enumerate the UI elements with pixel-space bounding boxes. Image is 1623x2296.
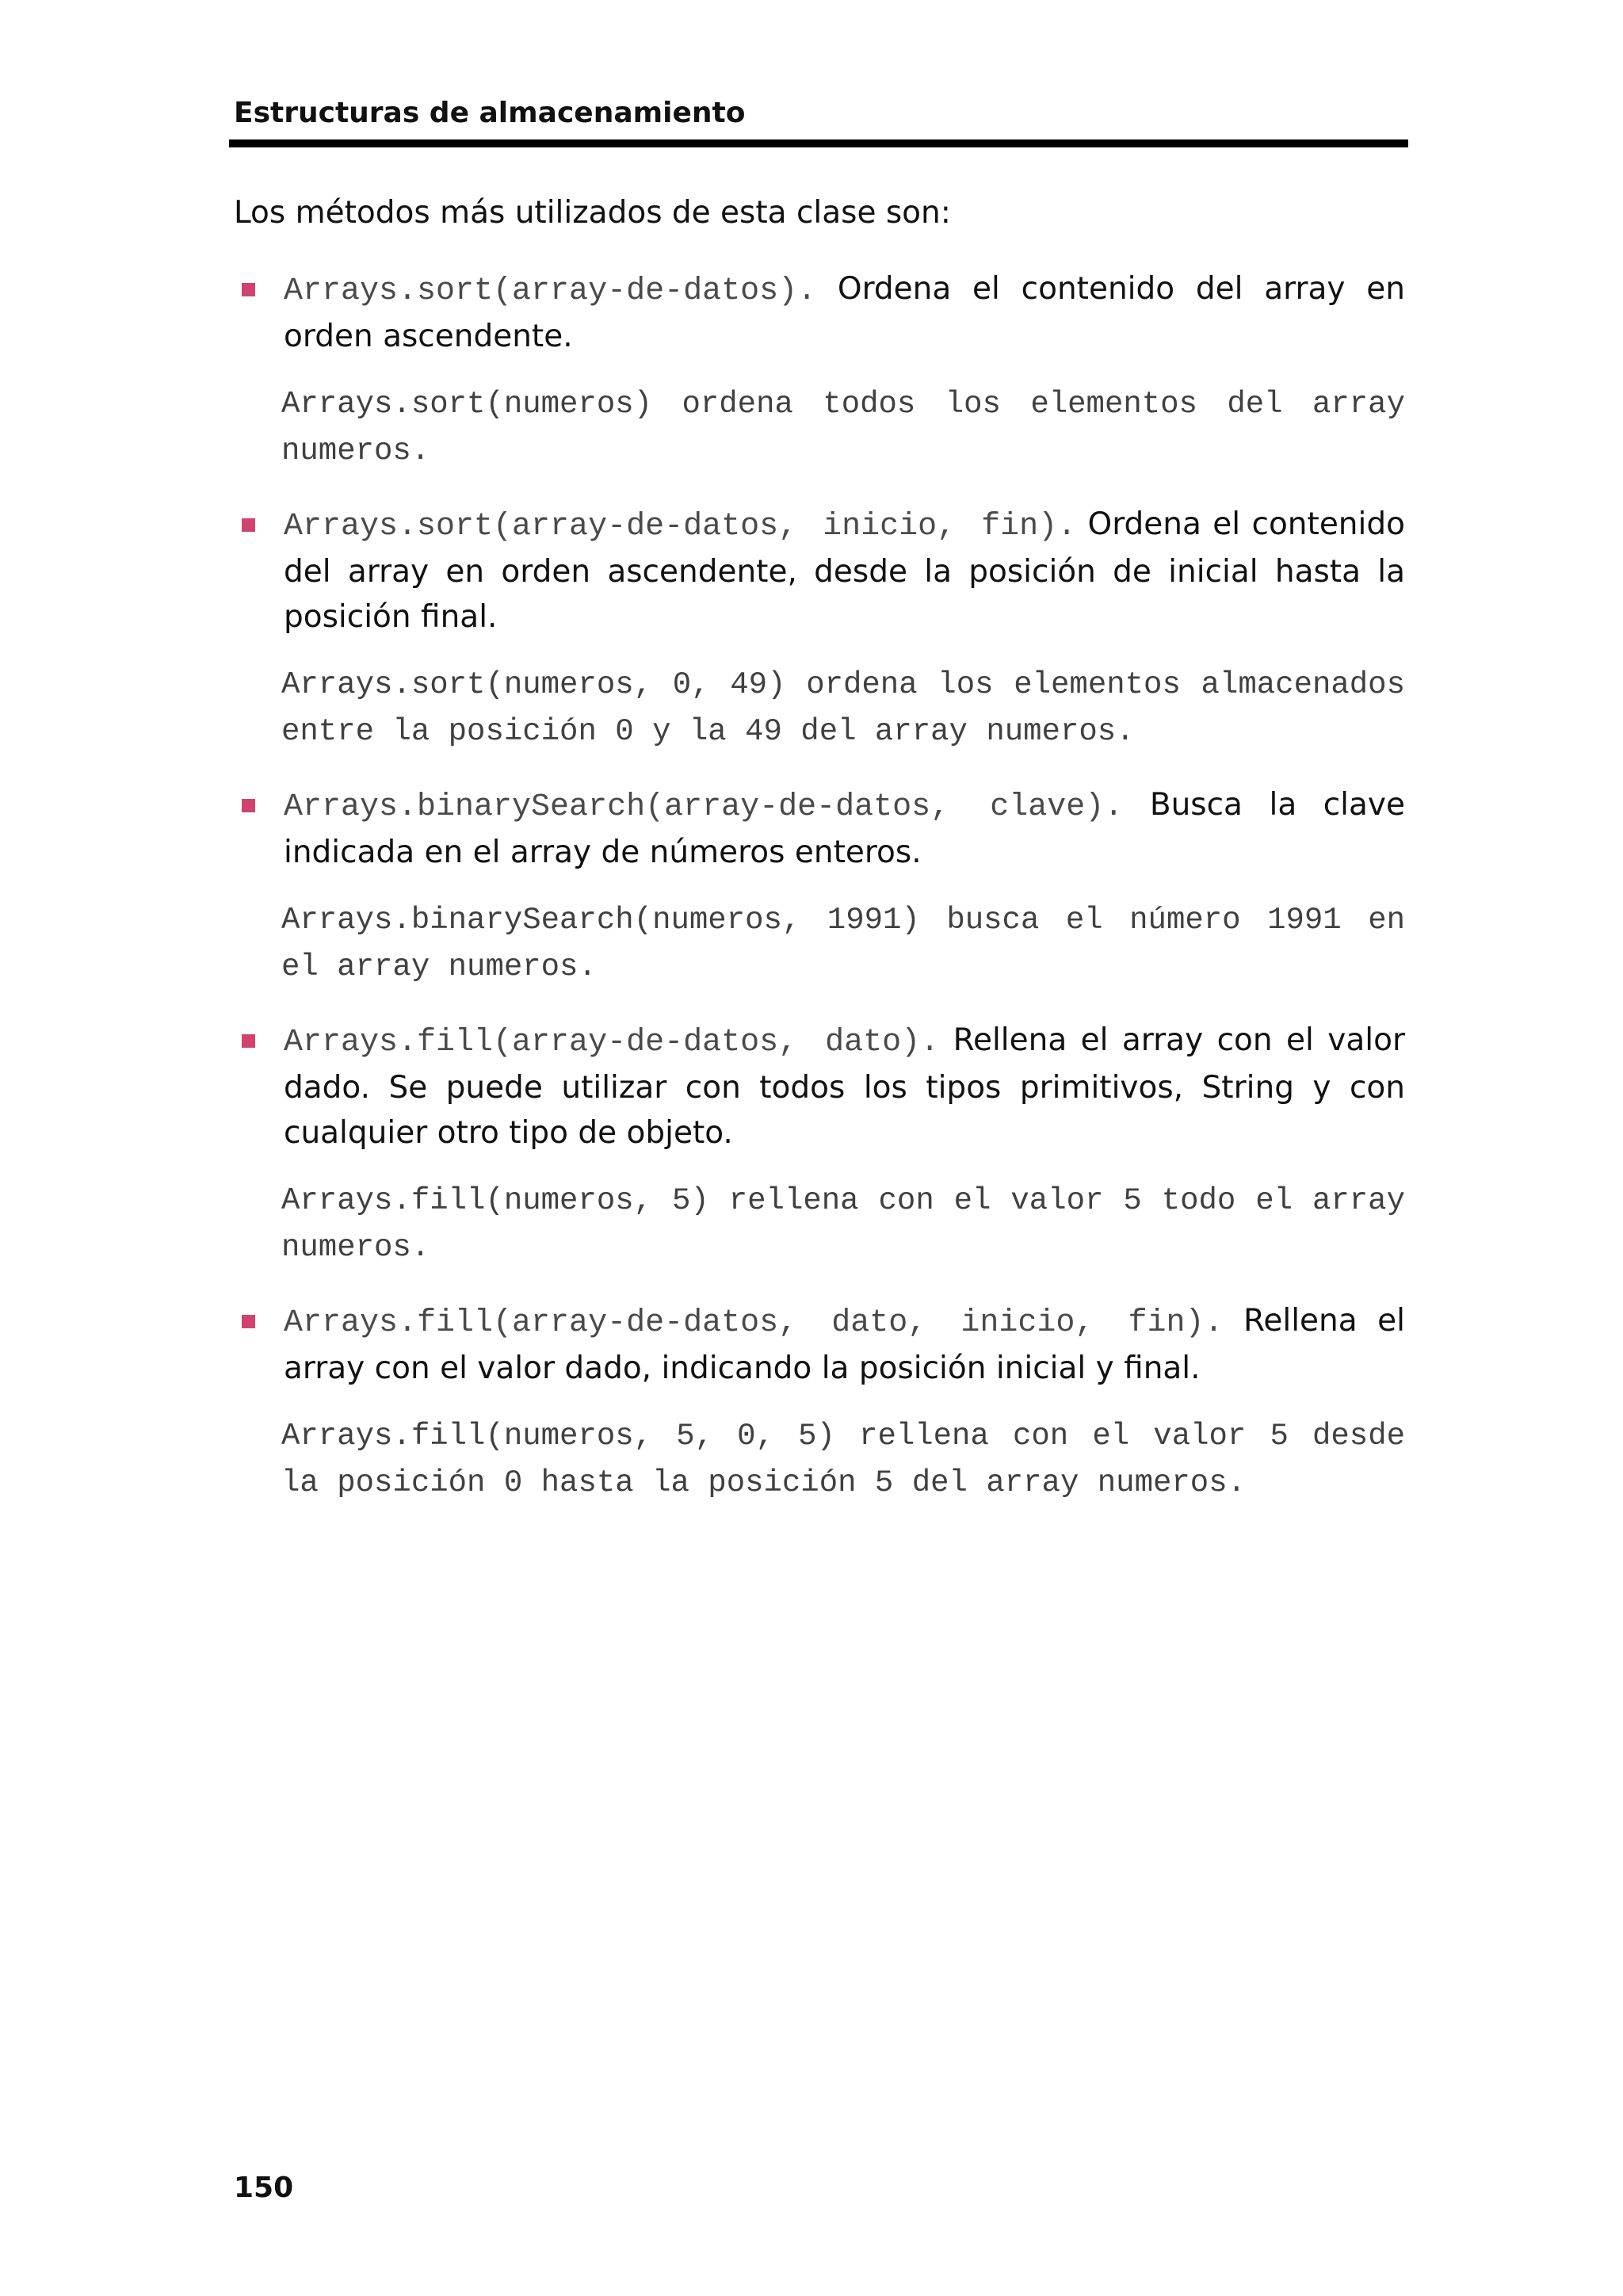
method-signature: Arrays.sort(array-de-datos). [284, 273, 817, 309]
running-head-title: Estructuras de almacenamiento [234, 97, 746, 129]
square-bullet-icon [242, 1315, 255, 1328]
method-signature: Arrays.binarySearch(array-de-datos, clave). [284, 789, 1124, 825]
method-example: Arrays.fill(numeros, 5, 0, 5) rellena con el valor 5 desde la posición 0 hasta la posición 5 del array numeros. [281, 1419, 1405, 1500]
method-item [234, 266, 1405, 475]
method-description [284, 1298, 1405, 1391]
method-item [234, 1298, 1405, 1507]
method-signature: Arrays.sort(array-de-datos, inicio, fin). [284, 509, 1077, 544]
method-description [284, 1018, 1405, 1156]
header-rule [229, 139, 1408, 147]
method-signature: Arrays.fill(array-de-datos, dato). [284, 1025, 940, 1060]
method-example: Arrays.sort(numeros) ordena todos los elementos del array numeros. [281, 387, 1405, 468]
method-item [234, 1018, 1405, 1271]
page-body [234, 190, 1405, 1534]
page-number: 150 [234, 2172, 294, 2204]
square-bullet-icon [242, 283, 255, 296]
method-signature: Arrays.fill(array-de-datos, dato, inicio, fin). [284, 1305, 1224, 1341]
method-text: Busca la clave indicada en el array de números enteros. [284, 787, 1405, 870]
square-bullet-icon [242, 799, 255, 812]
method-description [284, 782, 1405, 875]
method-example: Arrays.binarySearch(numeros, 1991) busca el número 1991 en el array numeros. [281, 903, 1405, 984]
intro-paragraph: Los métodos más utilizados de esta clase son: [234, 195, 951, 231]
method-example: Arrays.fill(numeros, 5) rellena con el valor 5 todo el array numeros. [281, 1183, 1405, 1265]
square-bullet-icon [242, 1034, 255, 1048]
method-item [234, 502, 1405, 755]
method-description [284, 502, 1405, 640]
method-item [234, 782, 1405, 991]
square-bullet-icon [242, 518, 255, 532]
method-text: Rellena el array con el valor dado, indicando la posición inicial y final. [284, 1303, 1406, 1386]
method-text: Ordena el contenido del array en orden ascendente, desde la posición de inicial hasta la posición final. [284, 506, 1405, 635]
method-description [284, 266, 1405, 359]
method-example: Arrays.sort(numeros, 0, 49) ordena los elementos almacenados entre la posición 0 y la 49 del array numeros. [281, 667, 1405, 749]
method-text: Rellena el array con el valor dado. Se puede utilizar con todos los tipos primitivos, String y con cualquier otro tipo de objeto. [284, 1022, 1406, 1151]
method-text: Ordena el contenido del array en orden ascendente. [284, 271, 1405, 354]
